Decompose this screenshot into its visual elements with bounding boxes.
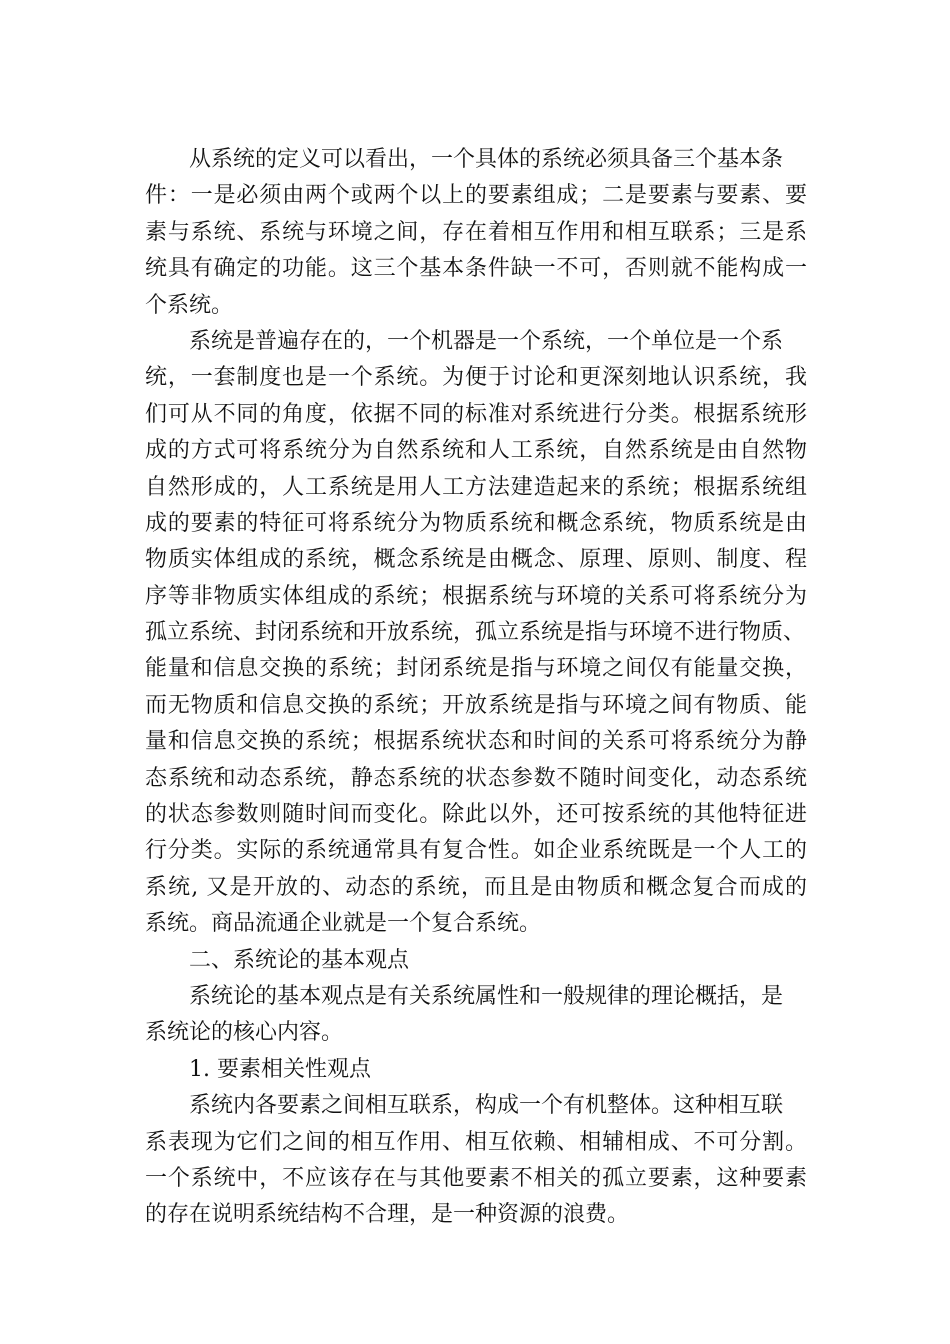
paragraph-line: 系统论的基本观点是有关系统属性和一般规律的理论概括，是: [189, 983, 784, 1009]
paragraph-line: 成的方式可将系统分为自然系统和人工系统，自然系统是由自然物: [145, 438, 807, 464]
paragraph-line: 的状态参数则随时间而变化。除此以外，还可按系统的其他特征进: [145, 802, 807, 828]
paragraph-line: 系统, 又是开放的、动态的系统，而且是由物质和概念复合而成的: [145, 874, 807, 900]
paragraph-line: 统具有确定的功能。这三个基本条件缺一不可，否则就不能构成一: [145, 256, 807, 282]
paragraph-line: 系统内各要素之间相互联系，构成一个有机整体。这种相互联: [189, 1093, 784, 1119]
paragraph-line: 能量和信息交换的系统；封闭系统是指与环境之间仅有能量交换，: [145, 656, 807, 682]
paragraph-line: 成的要素的特征可将系统分为物质系统和概念系统，物质系统是由: [145, 510, 807, 536]
paragraph-line: 们可从不同的角度，依据不同的标准对系统进行分类。根据系统形: [145, 401, 807, 427]
paragraph-line: 素与系统、系统与环境之间，存在着相互作用和相互联系；三是系: [145, 219, 807, 245]
paragraph-line: 自然形成的，人工系统是用人工方法建造起来的系统；根据系统组: [145, 474, 807, 500]
paragraph-line: 系统。商品流通企业就是一个复合系统。: [145, 911, 542, 937]
paragraph-line: 的存在说明系统结构不合理，是一种资源的浪费。: [145, 1202, 630, 1228]
paragraph-line: 态系统和动态系统，静态系统的状态参数不随时间变化，动态系统: [145, 765, 807, 791]
paragraph-line: 孤立系统、封闭系统和开放系统，孤立系统是指与环境不进行物质、: [145, 620, 806, 646]
paragraph-line: 从系统的定义可以看出，一个具体的系统必须具备三个基本条: [189, 147, 784, 172]
paragraph-line: 序等非物质实体组成的系统；根据系统与环境的关系可将系统分为: [145, 583, 807, 609]
document-body: [145, 142, 807, 1234]
paragraph-line: 量和信息交换的系统；根据系统状态和时间的关系可将系统分为静: [145, 729, 807, 755]
paragraph-line: 个系统。: [145, 292, 234, 318]
paragraph-line: 系表现为它们之间的相互作用、相互依赖、相辅相成、不可分割。: [145, 1129, 807, 1155]
paragraph-line: 一个系统中，不应该存在与其他要素不相关的孤立要素，这种要素: [145, 1165, 807, 1191]
paragraph-line: 件：一是必须由两个或两个以上的要素组成；二是要素与要素、要: [145, 183, 807, 209]
paragraph-line: 物质实体组成的系统，概念系统是由概念、原理、原则、制度、程: [145, 547, 807, 573]
paragraph-line: 统，一套制度也是一个系统。为便于讨论和更深刻地认识系统，我: [145, 365, 807, 391]
subsection-heading: 1. 要素相关性观点: [189, 1056, 371, 1082]
paragraph-line: 而无物质和信息交换的系统；开放系统是指与环境之间有物质、能: [145, 692, 807, 718]
paragraph-line: 系统论的核心内容。: [145, 1020, 344, 1046]
section-heading: 二、系统论的基本观点: [189, 947, 410, 973]
paragraph-line: 行分类。实际的系统通常具有复合性。如企业系统既是一个人工的: [145, 838, 807, 864]
paragraph-line: 系统是普遍存在的，一个机器是一个系统，一个单位是一个系: [189, 328, 784, 354]
